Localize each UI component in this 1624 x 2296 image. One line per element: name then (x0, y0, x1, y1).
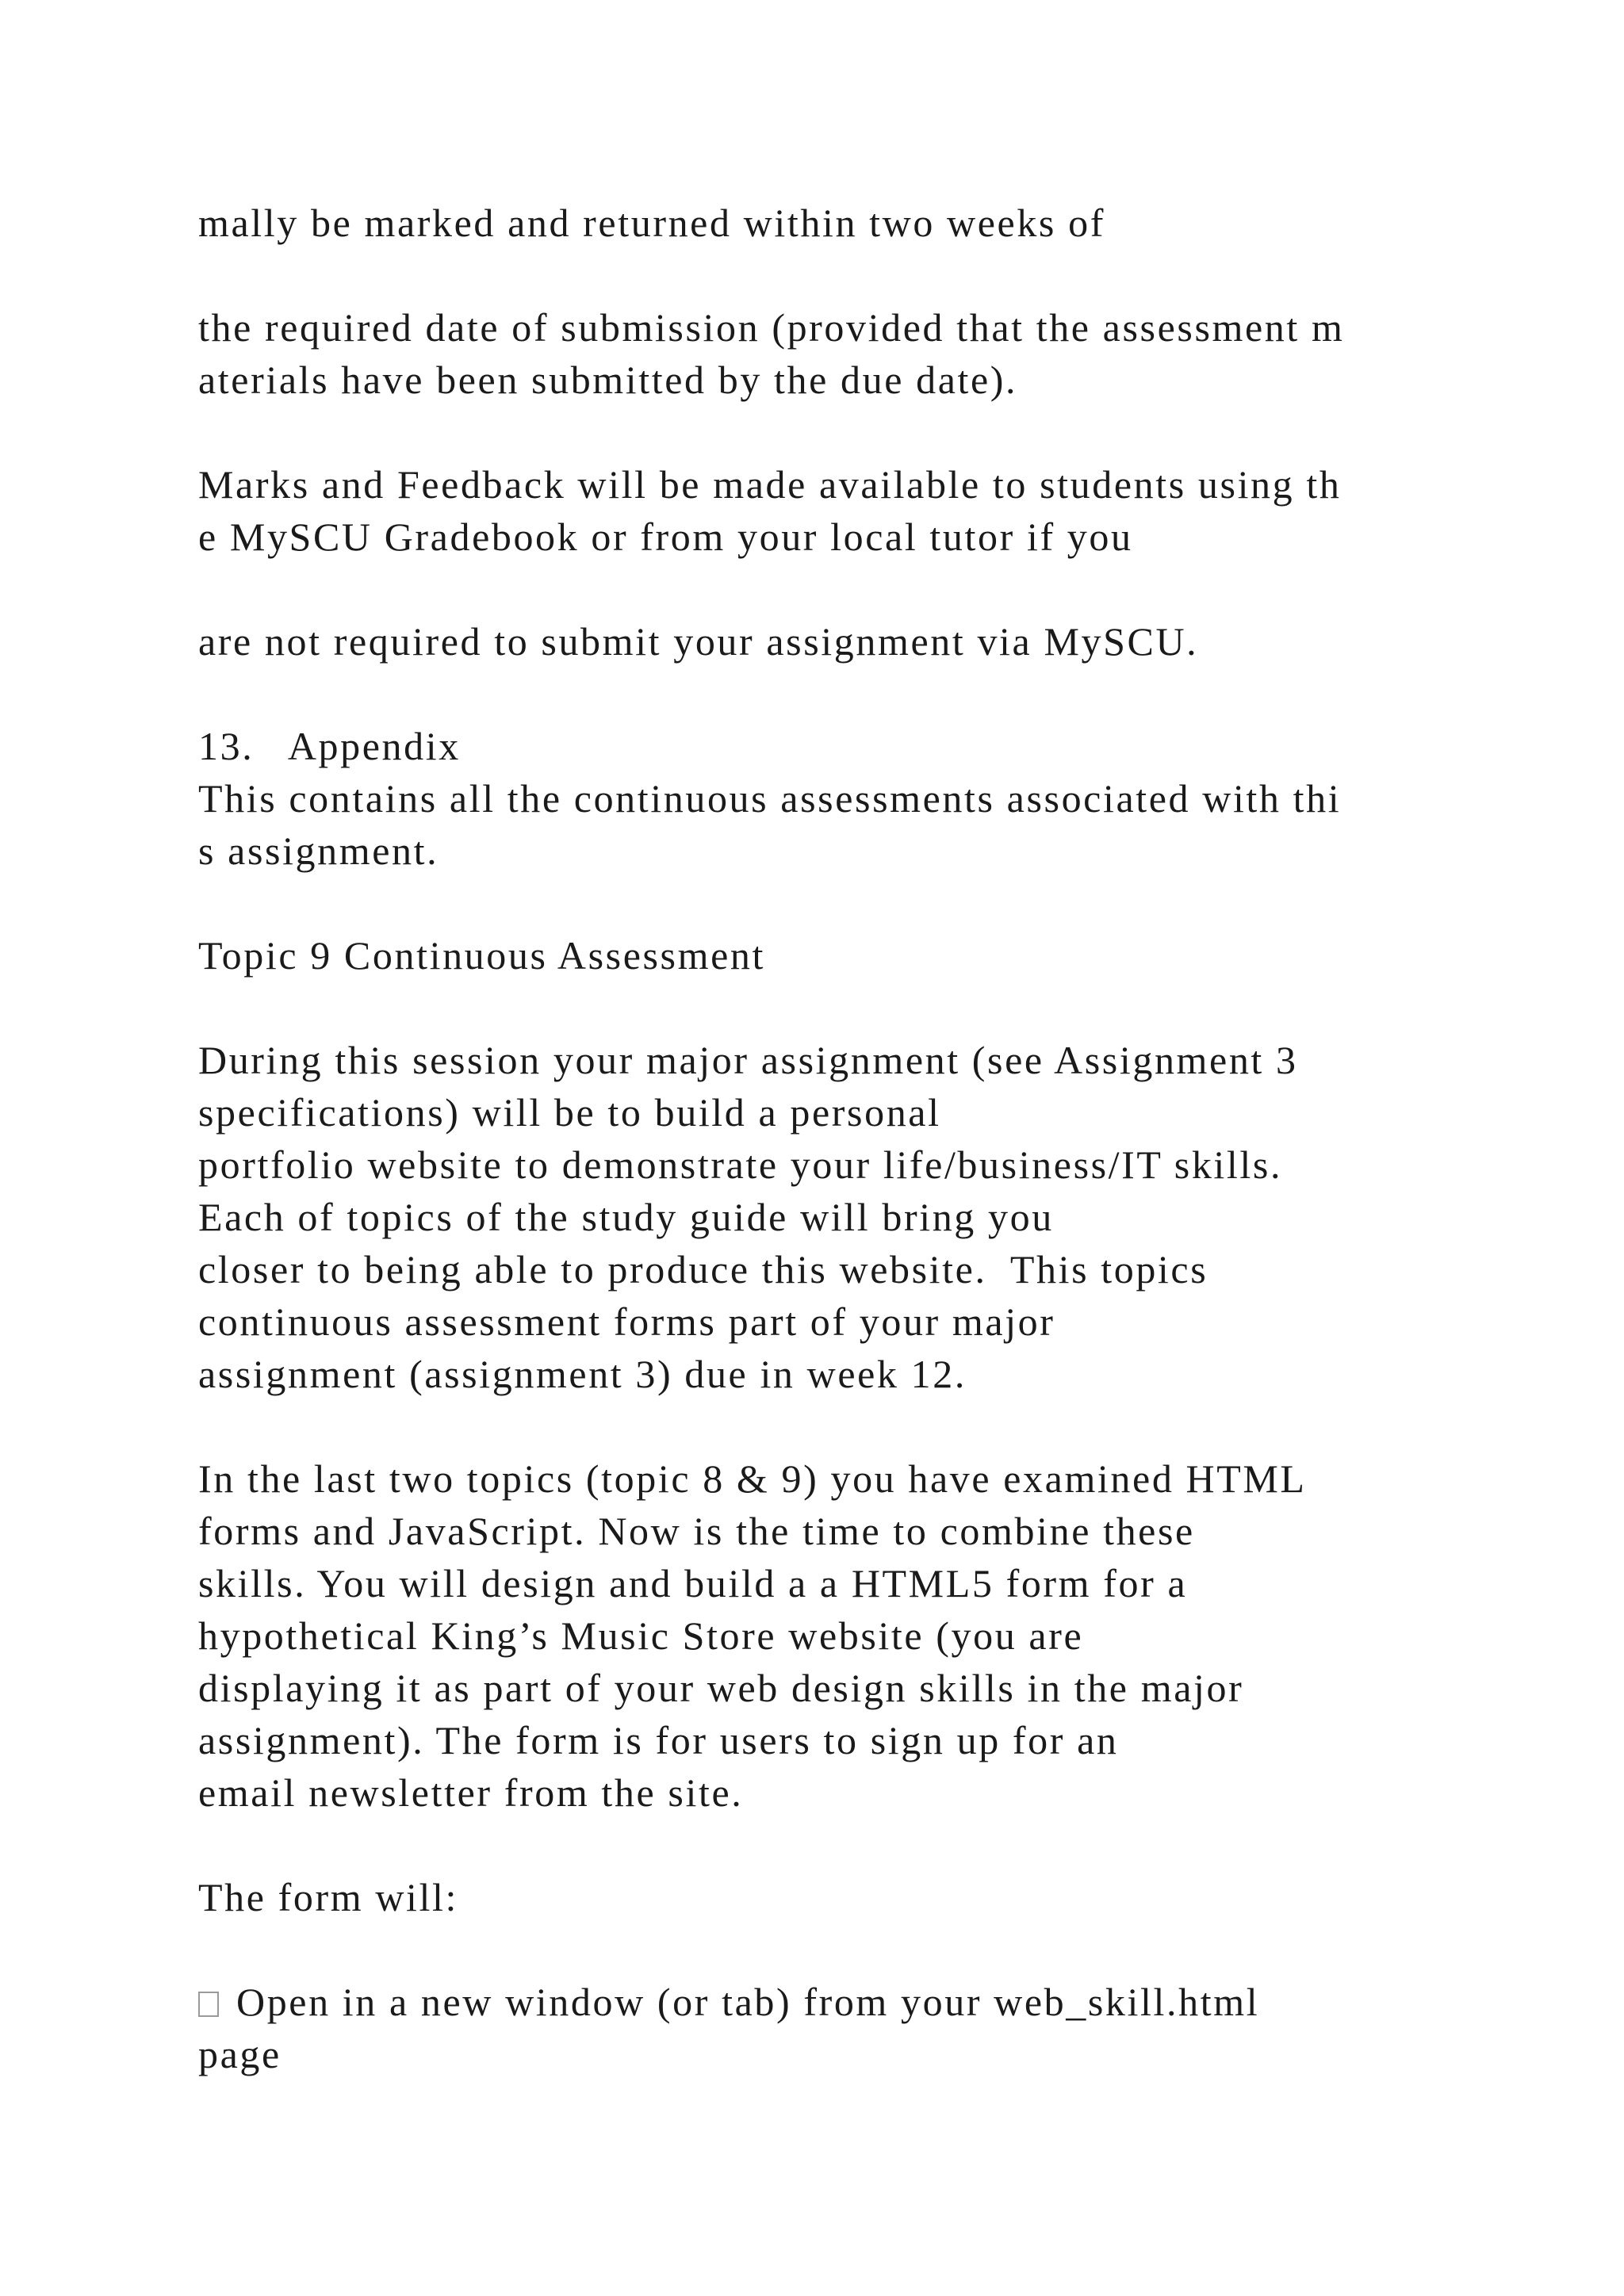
text-line: specifications) will be to build a personal (198, 1090, 941, 1135)
text-line: assignment (assignment 3) due in week 12. (198, 1352, 967, 1396)
subsection-heading: Topic 9 Continuous Assessment (198, 933, 765, 978)
section-heading: 13. Appendix (198, 724, 461, 768)
text-line: assignment). The form is for users to sign up for an (198, 1718, 1119, 1762)
blank-line (198, 982, 1499, 1034)
text-line: mally be marked and returned within two weeks of (198, 201, 1105, 245)
text-line: During this session your major assignment (see Assignment 3 (198, 1038, 1298, 1082)
text-line: This contains all the continuous assessments associated with thi (198, 776, 1342, 821)
text-line: are not required to submit your assignment via MySCU. (198, 619, 1199, 664)
text-line: portfolio website to demonstrate your life/business/IT skills. (198, 1142, 1283, 1187)
text-line: aterials have been submitted by the due date). (198, 358, 1018, 402)
blank-line (198, 1923, 1499, 1976)
blank-line (198, 1400, 1499, 1452)
bullet-placeholder-icon (198, 1992, 219, 2017)
text-line: Marks and Feedback will be made available to students using th (198, 462, 1342, 507)
text-line: closer to being able to produce this website. This topics (198, 1247, 1208, 1292)
text-line: continuous assessment forms part of your major (198, 1299, 1055, 1344)
text-line: forms and JavaScript. Now is the time to combine these (198, 1509, 1195, 1553)
document-body (198, 197, 1499, 2080)
blank-line (198, 668, 1499, 720)
bullet-continuation: page (198, 2032, 282, 2076)
blank-line (198, 1819, 1499, 1871)
blank-line (198, 563, 1499, 615)
blank-line (198, 877, 1499, 929)
bullet-item (198, 1976, 1499, 2028)
bullet-text: Open in a new window (or tab) from your web_skill.html (236, 1980, 1260, 2024)
text-line: e MySCU Gradebook or from your local tutor if you (198, 515, 1133, 559)
text-line: Each of topics of the study guide will bring you (198, 1195, 1054, 1239)
text-line: In the last two topics (topic 8 & 9) you have examined HTML (198, 1456, 1307, 1501)
blank-line (198, 249, 1499, 301)
text-line: The form will: (198, 1875, 459, 1919)
text-line: hypothetical King’s Music Store website (you are (198, 1613, 1084, 1658)
text-line: displaying it as part of your web design skills in the major (198, 1666, 1244, 1710)
text-line: the required date of submission (provided that the assessment m (198, 305, 1345, 350)
blank-line (198, 406, 1499, 458)
text-line: email newsletter from the site. (198, 1770, 744, 1815)
text-line: s assignment. (198, 828, 439, 873)
text-line: skills. You will design and build a a HTML5 form for a (198, 1561, 1188, 1605)
